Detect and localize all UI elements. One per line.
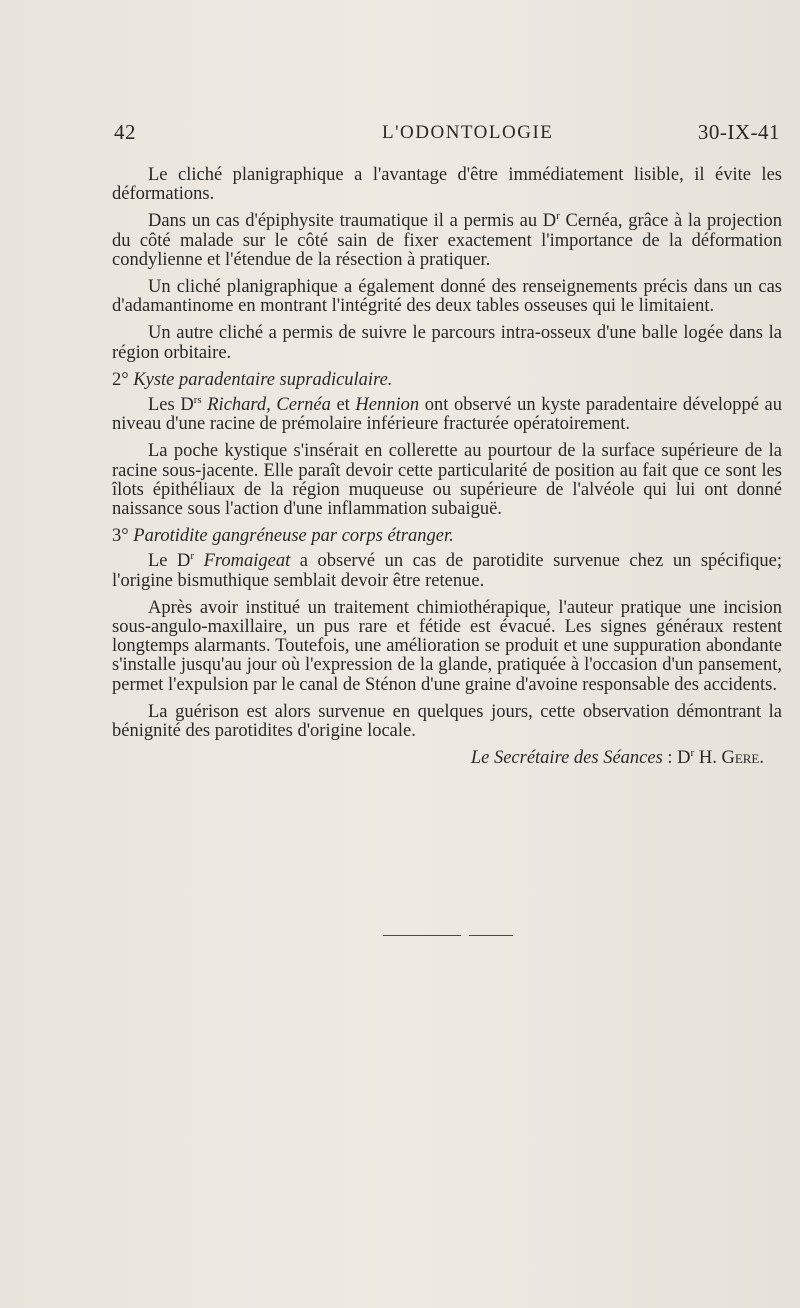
paragraph: Un cliché planigraphique a également donné des renseignements précis dans un cas d'adamantinome en montrant l'intégrité des deux tables osseuses qui le limitaient. <box>112 277 782 317</box>
paragraph: Un autre cliché a permis de suivre le parcours intra-osseux d'une balle logée dans la région orbitaire. <box>112 323 782 363</box>
paragraph: Les $D^{rs}$ Richard, Cernéa et Hennion ont observé un kyste paradentaire développé au niveau d'une racine de prémolaire inférieure fracturée opératoirement. <box>112 394 782 435</box>
issue-date: 30-IX-41 <box>697 120 780 144</box>
divider-segment <box>469 935 513 936</box>
section-divider <box>383 935 513 937</box>
paragraph: Après avoir institué un traitement chimiothérapique, l'auteur pratique une incision sous-angulo-maxillaire, un pus rare et fétide est évacué. Les signes généraux restent longtemps alarmants. Toutefois, une amélioration se produit et une suppuration abondante s'installe jusqu'au jour où l'expression de la glande, pratiquée à l'occasion d'un pansement, permet l'expulsion par le canal de Sténon d'une graine d'avoine responsable des accidents. <box>112 597 782 695</box>
paragraph: La poche kystique s'insérait en collerette au pourtour de la surface supérieure de la racine sous-jacente. Elle paraît devoir cette particularité de position au fait que ce sont les îlots épithéliaux de la région muqueuse ou supérieure de l'alvéole qui lui ont donné naissance sous l'action d'une inflammation subaiguë. <box>112 441 782 520</box>
paragraph: La guérison est alors survenue en quelques jours, cette observation démontrant la bénignité des parotidites d'origine locale. <box>112 701 782 742</box>
divider-segment <box>383 935 461 936</box>
running-header <box>110 120 780 150</box>
paragraph: Dans un cas d'épiphysite traumatique il a permis au $D^r$ Cernéa, grâce à la projection du côté malade sur le côté sain de fixer exactement l'importance de la déformation condylienne et l'étendue de la résection à pratiquer. <box>112 210 782 270</box>
page-number: 42 <box>114 120 136 144</box>
section-heading-3: 3° Parotidite gangréneuse par corps étranger. <box>112 526 454 547</box>
section-heading-2: 2° Kyste paradentaire supradiculaire. <box>112 369 393 390</box>
journal-title: L'ODONTOLOGIE <box>382 122 554 143</box>
paragraph: Le $D^r$ Fromaigeat a observé un cas de parotidite survenue chez un spécifique; l'origine bismuthique semblait devoir être retenue. <box>112 550 782 591</box>
paragraph: Le cliché planigraphique a l'avantage d'être immédiatement lisible, il évite les déformations. <box>112 165 782 205</box>
signature-line: Le Secrétaire des Séances : $D^r$ H. Gere. <box>470 747 764 769</box>
article-body <box>112 166 782 776</box>
